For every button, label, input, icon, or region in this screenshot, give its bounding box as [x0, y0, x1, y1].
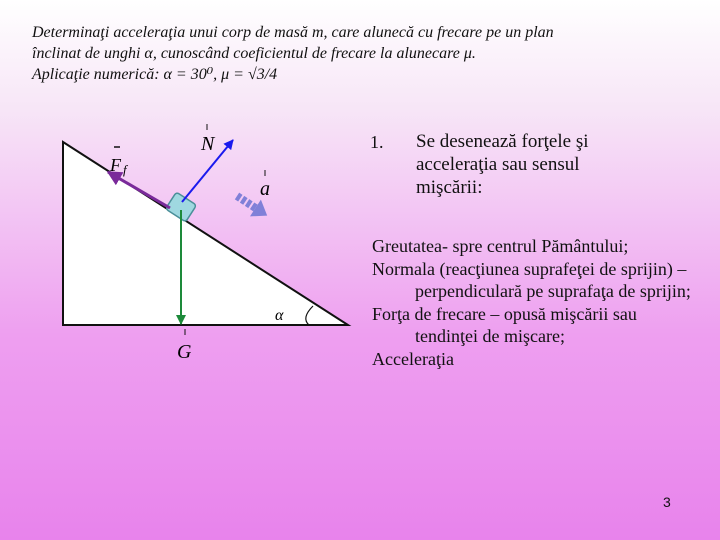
- inclined-plane: [63, 142, 348, 325]
- acceleration-label: a: [260, 178, 270, 200]
- step-number: 1.: [370, 132, 384, 152]
- problem-line-3: Aplicaţie numerică: α = 30⁰, μ = √3/4: [32, 66, 278, 83]
- explanation-normal: Normala (reacţiunea suprafeţei de sprijin) – perpendiculară pe suprafaţa de sprijin;: [372, 258, 691, 301]
- friction-label: F: [110, 155, 121, 175]
- problem-line-1: Determinaţi acceleraţia unui corp de masă m, care alunecă cu frecare pe un plan: [32, 24, 554, 41]
- gravity-label: G: [177, 341, 192, 363]
- page-number: 3: [663, 494, 671, 510]
- force-explanations: [372, 235, 692, 370]
- friction-label-subscript: f: [123, 162, 127, 177]
- explanation-gravity: Greutatea- spre centrul Pământului;: [372, 236, 629, 256]
- angle-label: α: [275, 307, 284, 324]
- problem-line-2: înclinat de unghi α, cunoscând coeficientul de frecare la alunecare μ.: [32, 45, 476, 62]
- explanation-acceleration: Acceleraţia: [372, 348, 454, 369]
- step-text: Se desenează forţele şi acceleraţia sau sensul mişcării:: [416, 131, 589, 198]
- normal-label: N: [201, 133, 215, 155]
- explanation-friction: Forţa de frecare – opusă mişcării sau tendinţei de mişcare;: [372, 303, 637, 346]
